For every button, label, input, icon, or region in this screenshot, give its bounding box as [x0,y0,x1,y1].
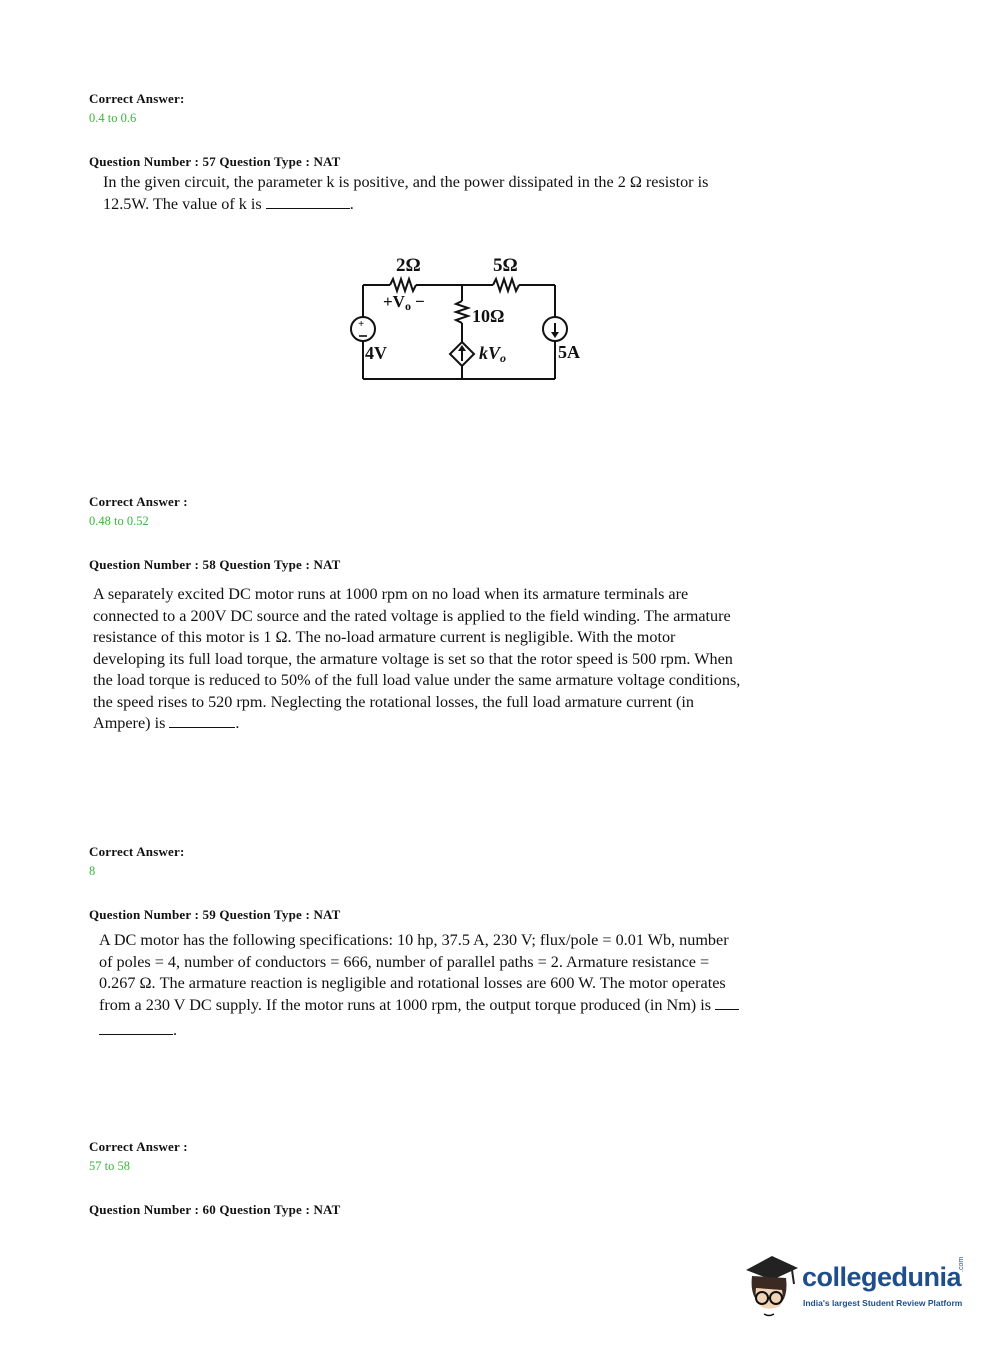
question-58-line: resistance of this motor is 1 Ω. The no-load armature current is negligible. With the motor [93,628,676,646]
mascot-icon [742,1248,800,1318]
question-header-57: Question Number : 57 Question Type : NAT [89,154,341,169]
logo-suffix: .com [958,1256,965,1272]
label-r1: 2Ω [396,255,421,276]
logo-tagline: India's largest Student Review Platform [803,1298,963,1308]
collegedunia-logo [742,1248,972,1320]
question-58-line-7: Ampere) is [93,714,166,732]
question-57-line-1: In the given circuit, the parameter k is positive, and the power dissipated in the 2 Ω resistor is [103,173,709,191]
question-header-60: Question Number : 60 Question Type : NAT [89,1202,341,1217]
question-59-line: A DC motor has the following specifications: 10 hp, 37.5 A, 230 V; flux/pole = 0.01 Wb, number [99,931,729,949]
question-59-line: of poles = 4, number of conductors = 666, number of parallel paths = 2. Armature resistance = [99,952,710,971]
answer-value-56: 0.4 to 0.6 [89,111,137,125]
question-59-blank-line: . [99,1020,739,1042]
resistor-5ohm [493,279,519,291]
label-vsrc: 4V [365,343,387,363]
question-57-line-2: 12.5W. The value of k is . [103,194,354,213]
answer-blank [99,1020,173,1035]
current-source-arrow [551,332,559,338]
question-text-59 [99,930,739,1042]
answer-blank [715,995,739,1010]
answer-value-57: 0.48 to 0.52 [89,514,149,528]
answer-blank [266,194,350,209]
question-header-59: Question Number : 59 Question Type : NAT [89,907,341,922]
resistor-2ohm [390,279,416,291]
logo-wordmark: collegedunia [802,1262,962,1292]
question-58-line: A separately excited DC motor runs at 1000 rpm on no load when its armature terminals are [93,585,689,603]
label-vo: +Vo − [383,292,425,313]
answer-value-59: 57 to 58 [89,1159,130,1173]
question-58-line: connected to a 200V DC source and the rated voltage is applied to the field winding. The armature [93,606,731,625]
question-header-58: Question Number : 58 Question Type : NAT [89,557,341,572]
question-57-line-2-text: 12.5W. The value of k is [103,194,262,213]
label-isrc: 5A [558,342,580,362]
label-dep: kVo [479,343,507,365]
answer-label-59: Correct Answer : [89,1139,188,1154]
answer-value-58: 8 [89,864,96,878]
question-text-57 [103,172,708,215]
question-58-line: the load torque is reduced to 50% of the full load value under the same armature voltage conditions, [93,671,741,689]
question-58-line: developing its full load torque, the armature voltage is set so that the rotor speed is 500 rpm. When [93,649,733,668]
question-59-line: 0.267 Ω. The armature reaction is negligible and rotational losses are 600 W. The motor operates [99,974,726,992]
question-text-58 [93,584,740,735]
question-58-line: the speed rises to 520 rpm. Neglecting the rotational losses, the full load armature current (in [93,692,695,711]
question-58-line-last: Ampere) is . [93,714,240,732]
answer-label-56: Correct Answer: [89,91,185,106]
question-59-line-4-text: from a 230 V DC supply. If the motor runs at 1000 rpm, the output torque produced (in Nm) is [99,995,712,1014]
resistor-10ohm [456,301,468,323]
label-r2: 5Ω [493,255,518,276]
plus-sign: + [358,318,365,330]
answer-label-57: Correct Answer : [89,494,188,509]
answer-blank [169,713,235,728]
answer-label-58: Correct Answer: [89,844,185,859]
circuit-diagram [340,245,600,385]
label-r3: 10Ω [472,306,505,326]
question-59-line-4 [99,995,739,1017]
